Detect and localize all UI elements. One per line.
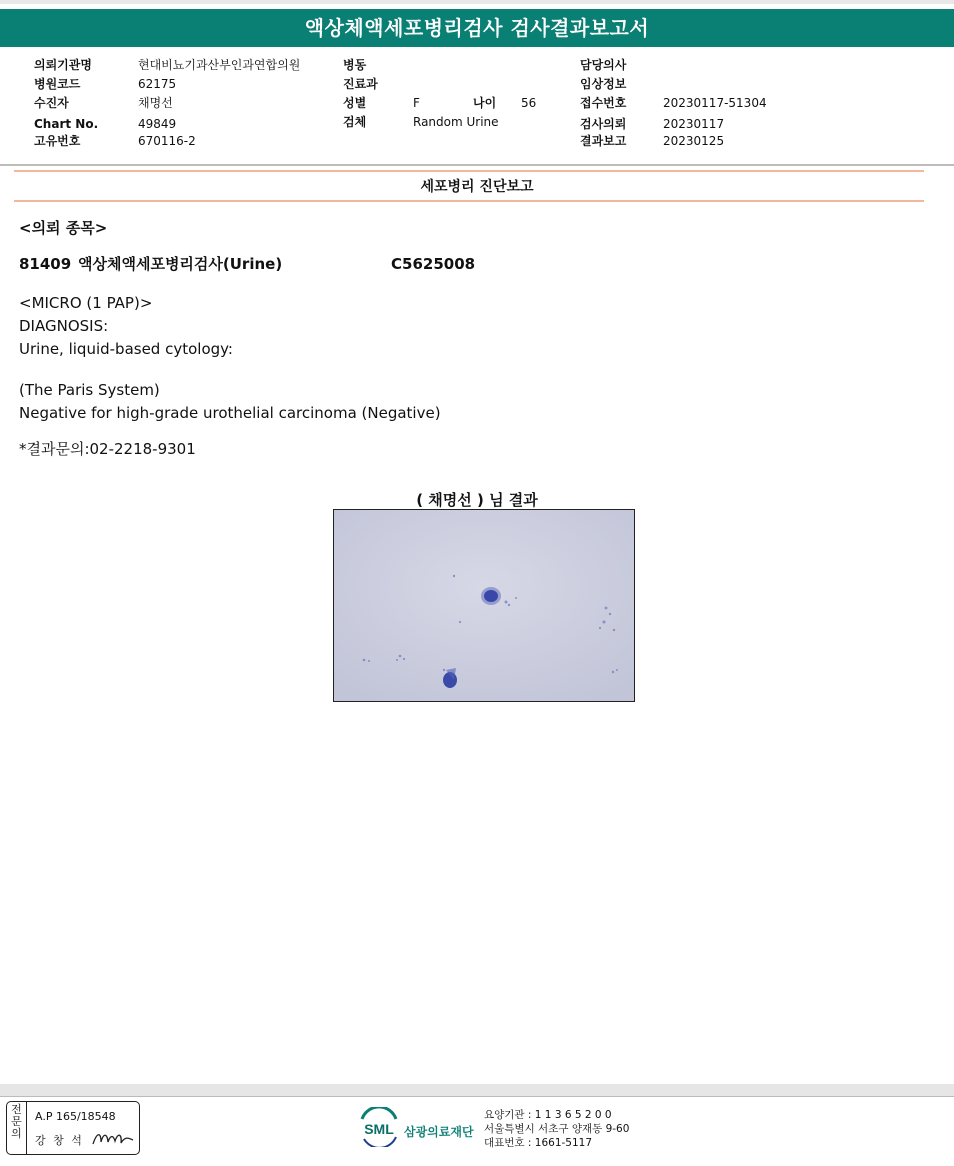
report-title: 액상체액세포병리검사 검사결과보고서 [0, 9, 954, 47]
image-caption: ( 채명선 ) 님 결과 [416, 491, 538, 509]
hdr-value-receipt-no: 20230117-51304 [663, 96, 767, 110]
hdr-label-patient: 수진자 [34, 96, 69, 110]
sml-logo-graphic [356, 1107, 402, 1147]
hdr-label-sex: 성별 [343, 96, 367, 110]
logo-abbr: SML [364, 1121, 394, 1137]
hdr-label-age: 나이 [473, 96, 497, 110]
hdr-label-specimen: 검체 [343, 115, 367, 129]
hdr-value-institution: 현대비뇨기과산부인과연합의원 [138, 58, 301, 72]
hdr-label-institution: 의뢰기관명 [34, 58, 92, 72]
hdr-label-doctor: 담당의사 [580, 58, 627, 72]
header-divider [0, 164, 954, 166]
request-heading: <의뢰 종목> [19, 219, 108, 237]
stamp-vertical-label [7, 1102, 27, 1154]
hdr-label-report-date: 결과보고 [580, 134, 627, 148]
hdr-label-unique-id: 고유번호 [34, 134, 81, 148]
hdr-label-receipt-no: 접수번호 [580, 96, 627, 110]
footer-info-code: 요양기관 : 1 1 3 6 5 2 0 0 [484, 1109, 612, 1121]
hdr-value-patient: 채명선 [138, 96, 173, 110]
section-rule-bottom [14, 200, 924, 202]
request-test-name: 액상체액세포병리검사(Urine) [78, 255, 283, 273]
footer-info-phone: 대표번호 : 1661-5117 [484, 1137, 593, 1149]
request-test-id: C5625008 [391, 255, 476, 273]
hdr-value-specimen: Random Urine [413, 115, 499, 129]
hdr-label-chart-no: Chart No. [34, 117, 99, 131]
hdr-label-ward: 병동 [343, 58, 367, 72]
request-code: 81409 [19, 255, 72, 273]
diagnosis-label: DIAGNOSIS: [19, 317, 109, 335]
pathologist-stamp [6, 1101, 140, 1155]
footer-info-address: 서울특별시 서초구 양재동 9-60 [484, 1123, 630, 1135]
hdr-value-chart-no: 49849 [138, 117, 177, 131]
result-inquiry: *결과문의:02-2218-9301 [19, 440, 196, 458]
hdr-label-request-date: 검사의뢰 [580, 117, 627, 131]
hdr-label-dept: 진료과 [343, 77, 378, 91]
footer-band [0, 1084, 954, 1096]
stamp-vertical-text: 전문의 [11, 1103, 22, 1140]
hdr-value-hospital-code: 62175 [138, 77, 177, 91]
hdr-value-unique-id: 670116-2 [138, 134, 196, 148]
section-title: 세포병리 진단보고 [420, 179, 534, 195]
top-border [0, 0, 954, 4]
org-name: 삼광의료재단 [404, 1125, 474, 1139]
hdr-value-request-date: 20230117 [663, 117, 725, 131]
section-rule-top [14, 170, 924, 172]
diagnosis-result: Negative for high-grade urothelial carcinoma (Negative) [19, 404, 441, 422]
stamp-license: A.P 165/18548 [35, 1110, 116, 1123]
sml-logo [356, 1107, 402, 1151]
hdr-value-sex: F [413, 96, 420, 110]
hdr-value-age: 56 [521, 96, 537, 110]
micro-heading: <MICRO (1 PAP)> [19, 294, 153, 312]
specimen-line: Urine, liquid-based cytology: [19, 340, 233, 358]
cytology-slide-drawing [334, 510, 634, 701]
stamp-doctor-name: 강 창 석 [35, 1134, 84, 1147]
signature-graphic [91, 1128, 135, 1148]
cytology-image [333, 509, 635, 702]
hdr-label-hospital-code: 병원코드 [34, 77, 81, 91]
paris-system-line: (The Paris System) [19, 381, 160, 399]
hdr-label-clinical-info: 임상정보 [580, 77, 627, 91]
footer-divider [0, 1096, 954, 1097]
hdr-value-report-date: 20230125 [663, 134, 725, 148]
